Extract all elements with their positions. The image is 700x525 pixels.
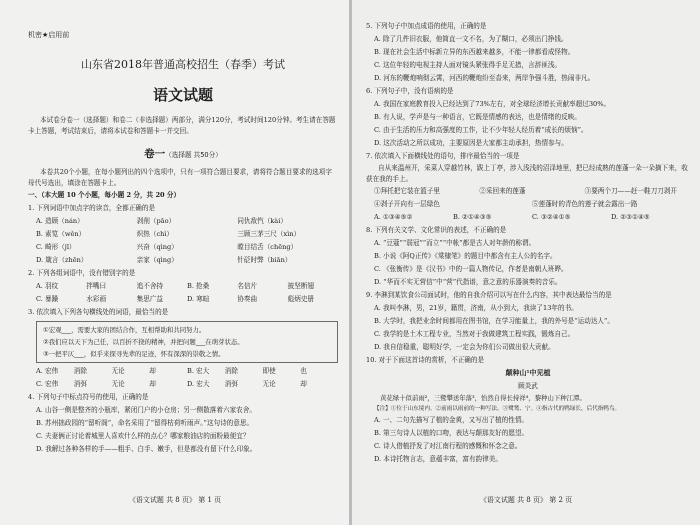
volume-title: 卷一 (144, 148, 166, 160)
question-10: 10. 对于下面这首诗的赏析，不正确的是 (366, 356, 485, 364)
question-5: 5. 下列句子中加点成语的使用，正确的是 (366, 22, 487, 30)
q4-option-c: C. 夫妻俩正讨论着城里人喜欢什么样的点心？哪家粮油店的面粉最便宜？ (36, 432, 250, 440)
instructions-paragraph: 本试卷分卷一（选择题）和卷二（非选择题）两部分，满分120分，考试时间120分钟。考生请在答题卡上答题，考试结束后，请将本试卷和答题卡一并交回。 (28, 116, 336, 135)
question-1: 1. 下列词语中加点字的读音，全都正确的是 (28, 204, 156, 212)
q4-option-a: A. 山谷一侧是整齐的小瓶库，紧闭门户的小仓房；另一侧散落着六家农舍。 (36, 406, 256, 414)
question-8: 8. 下列有关文学、文化常识的表述，不正确的是 (366, 226, 507, 234)
question-6: 6. 下列句子中，没有语病的是 (366, 87, 454, 95)
q9-option-b: B. 大学时，我把业余时间都用在图书馆，在学习能量上，我的外号是“运动达人”。 (374, 317, 614, 325)
question-9: 9. 李淋到某饮食公司面试时，他的自我介绍可以写在什么内容，其中表达最恰当的是 (366, 291, 612, 299)
q1-options-row: B. 素笕（wěn） 炽热（chì） 三顾三茅三尺（xìn） (36, 230, 301, 238)
q1-options-row: C. 畸形（jī） 兴奋（qìng） 瞠目结舌（chēng） (36, 243, 298, 251)
q3-options-row: C. 宏伟 消弭 无论 却 D. 宏大 消弭 无论 却 (36, 380, 307, 388)
q10-option-d: D. 本诗托物言志，意蕴丰富，富有韵律美。 (374, 455, 502, 463)
q5-option-c: C. 这位年轻的电视主持人面对镜头紧张得手足无措，言辞匪浅。 (374, 61, 562, 69)
subject-title: 语文试题 (152, 86, 213, 104)
question-4: 4. 下列句子中标点符号的使用，正确的是 (28, 393, 149, 401)
q5-option-a: A. 除了几件旧衣服，他简直一文不名，为了糊口，必须出门挣钱。 (374, 35, 568, 43)
q5-option-b: B. 现在社会生活中标新立异的东西越来越多，不能一律都看成怪物。 (374, 48, 575, 56)
question-7: 7. 依次填入下面横线处的语句，排序最恰当的一项是 (366, 152, 520, 160)
poem-note: 【注】①位于山东境内。②前雨以雨前的一种写法。③鹭鸶、宁。④指古代的鸭绿长，后代指鸭鸟。 (374, 406, 621, 412)
page-footer: 《语文试题 共 8 页》 第 2 页 (479, 496, 573, 504)
q6-option-b: B. 有人说，学声是与一种语言，它既是情感的表达，也是情绪的反映。 (374, 113, 581, 121)
section-heading: 一、（本大题 10 个小题，每小题 2 分，共 20 分） (28, 191, 181, 199)
q9-option-d: D. 我自信稳重，聪明好学，一定会为你们公司做出很大贡献。 (374, 343, 555, 351)
q8-option-c: C. 《张衡传》是《汉书》中的一篇人物传记，作者是南朝人班晔。 (374, 265, 568, 273)
q5-option-d: D. 河东的鞭炮响彻云霄，河西的鞭炮纷至沓来，两岸争强斗胜，热闹非凡。 (374, 74, 595, 82)
q1-options-row: D. 箴言（zhēn） 亲家（qìng） 针砭时弊（biān） (36, 256, 292, 264)
q9-option-a: A. 我叫李淋，男，21岁，籍贯，济南，从小到大，我读了13年的书。 (374, 304, 578, 312)
q3-options-row: A. 宏伟 消除 无论 却 B. 宏大 消除 即使 也 (36, 367, 307, 375)
q8-option-b: B. 小说《阿Q正传》《棠棣笔》的题目中都含有主人公的名字。 (374, 252, 557, 260)
poem-author: 顾炎武 (518, 382, 538, 390)
q10-option-b: B. 第三句诗人以植的口吻，表达与颠那友好的愿望。 (374, 429, 529, 437)
q6-option-c: C. 由于生活的压力和高强度的工作，让不少年轻人经历着“成长的烦恼”。 (374, 126, 588, 134)
q6-option-d: D. 这次活动之所以成功，主要原因是大家都主动承担，热情参与。 (374, 139, 568, 147)
q8-option-a: A. “豆蔻”“弱冠”“而立”“中帐”都是古人对年龄的称谓。 (374, 239, 536, 247)
exam-page-2 (352, 0, 700, 525)
volume-heading (28, 142, 338, 161)
q6-option-a: A. 我国在家庭教育投入已经达到了73%左右，对全球经济增长贡献率超过30%。 (374, 100, 611, 108)
poem-title: 颠种山¹中见植 (505, 369, 551, 377)
q7-items-row: ④剥子开向有一层绿色 ⑤莲蓬时的青色的莲子就会露出一路 (374, 200, 638, 208)
q4-option-b: B. 苏州拙政园的“留听阁”，命名采用了“留得枯荷听雨声。”这句诗的意思。 (36, 419, 254, 427)
confidential-label: 机密★启用前 (28, 31, 70, 39)
question-3: 3. 依次填入下列各句横线处的词语，最恰当的是 (28, 308, 169, 316)
q2-options-row: C. 暴躁 水彩画 集思广益 D. 寒暄 协奏曲 彪炳史册 (36, 295, 315, 303)
q3-passage-box: ①宏观___，需要大家的团结合作，互相帮助和共同努力。 ②我们应以天下为己任，以百折不挠的精神，并把问题___在萌芽状态。 ③一把平仄___，似乎来探寻先辈的足迹，怀有深深的崇敬之情。 (36, 321, 338, 363)
q10-option-a: A. 一、二句先描写了植的金黄，又写出了植的性情。 (374, 416, 529, 424)
q7-options-row: A. ①③④⑤② B. ②①④③⑤ C. ③②④①⑤ D. ②③①④⑤ (374, 213, 650, 221)
q4-option-d: D. 我解过各种各样的手——粗手、白手、嫩手，但是都没有留下什么印象。 (36, 445, 257, 453)
volume-note: （选择题 共50分） (165, 151, 222, 159)
q9-option-c: C. 我学的是土木工程专业，当然对于我做建筑工程实践，锻炼自己。 (374, 330, 575, 338)
exam-title: 山东省2018年普通高校招生（春季）考试 (81, 58, 285, 71)
q7-passage: 自从来温州开，采菜人穿越竹林，跋上丁亭，涉入浅浅的沼泽地里，把已经成熟的莲蓬一朵一朵摘下来，收获在我的手上。 (366, 164, 688, 183)
page-footer: 《语文试题 共 8 页》 第 1 页 (128, 496, 222, 504)
q7-items-row: ①拜托把它装在篮子里 ②采回来的莲蓬 ③要两个刀——赶一鞋刀刀剥开 (374, 187, 677, 195)
q1-options-row: A. 造顾（nán） 剥削（pāo） 同仇敌忾（kài） (36, 217, 287, 225)
q10-option-c: C. 诗人借植抒发了对江南行程的感慨和怀念之意。 (374, 442, 522, 450)
q8-option-d: D. “华而不实无营信”中“营”代指谱，意之意的乐器演奏的音乐。 (374, 278, 562, 286)
poem-body: 黄花绿十似前雨²，三鹭攀送年落³，怡然自得长持祥⁴，黎种山下种江潭。 (380, 394, 586, 402)
q2-options-row: A. 羽纹 拌嘴曰 追不舍持 B. 抢桑 名信片 披坚断翅 (36, 282, 315, 290)
volume-intro: 本卷共20个小题，在每小题列出的四个选项中，只有一项符合题目要求，请将符合题目要求的选项字母代号选出，填涂在答题卡上。 (28, 168, 332, 187)
question-2: 2. 下列各组词语中，没有错别字的是 (28, 269, 136, 277)
